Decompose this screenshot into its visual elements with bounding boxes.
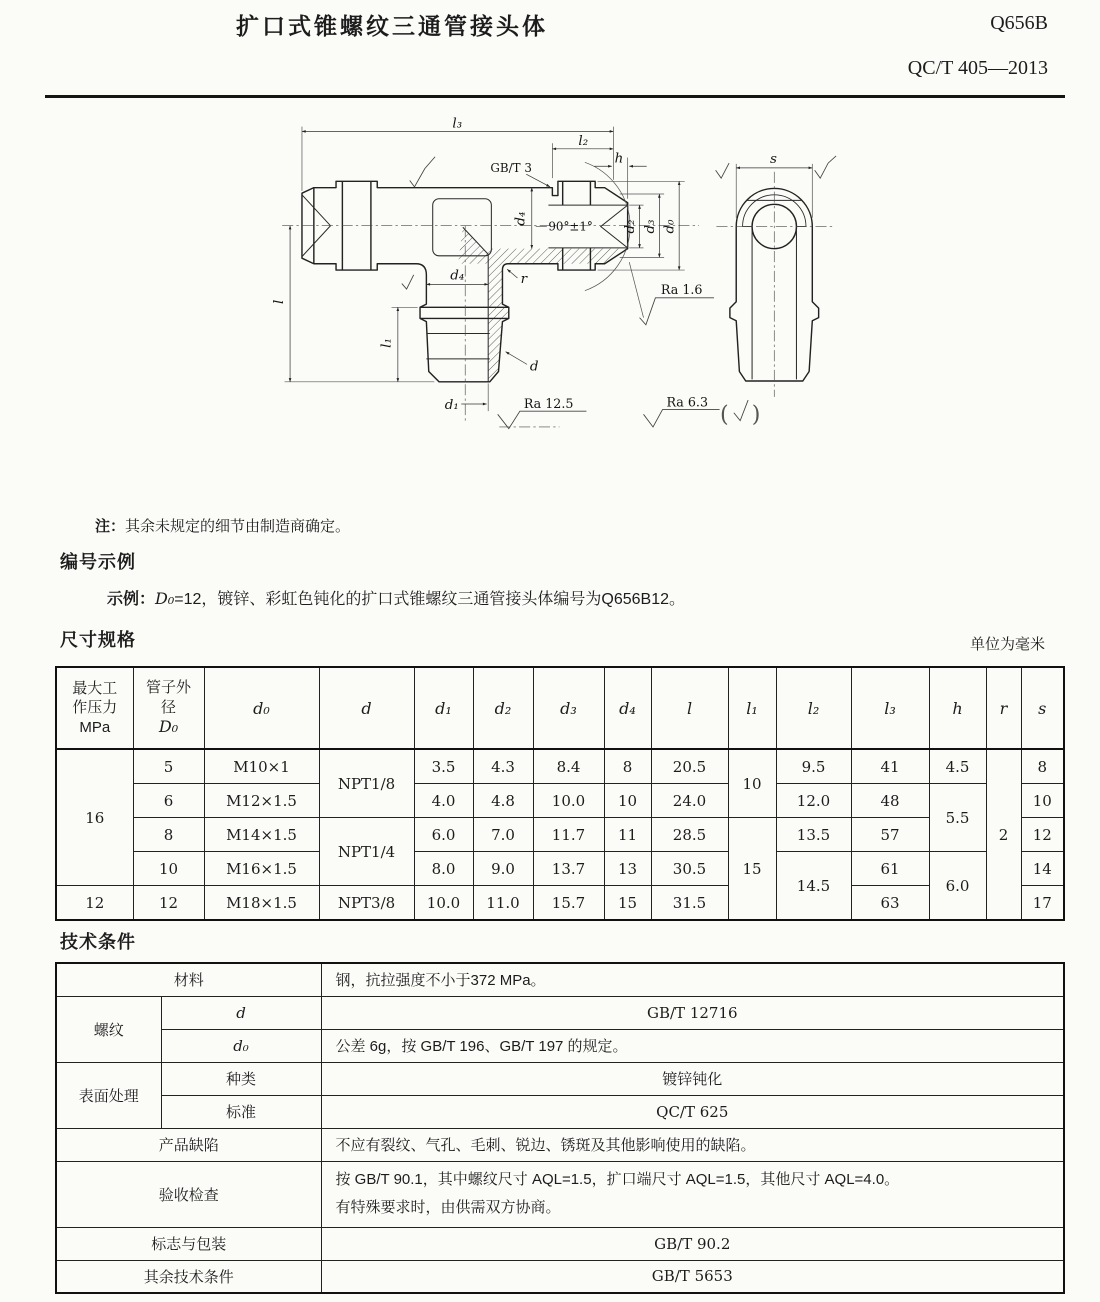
col-header-l2: l₂ bbox=[776, 667, 851, 749]
dim-header-row bbox=[56, 667, 1064, 749]
inspect-line2: 有特殊要求时，由供需双方协商。 bbox=[335, 1199, 561, 1216]
table-row bbox=[56, 852, 1064, 886]
section-heading-tech: 技术条件 bbox=[60, 932, 136, 952]
cell-surface-std: 标准 bbox=[161, 1095, 321, 1128]
cell-d4: 15 bbox=[604, 886, 651, 921]
cell-thread-d-value: GB/T 12716 bbox=[321, 996, 1064, 1029]
roughness-icon bbox=[644, 410, 720, 427]
cell-d0: M16×1.5 bbox=[204, 852, 319, 886]
cell-l3: 41 bbox=[851, 749, 929, 784]
numbering-example bbox=[107, 586, 685, 609]
cell-pressure-12: 12 bbox=[56, 886, 133, 921]
dim-label-l1: l₁ bbox=[378, 338, 395, 348]
table-row bbox=[56, 1227, 1064, 1260]
table-row bbox=[56, 1062, 1064, 1095]
table-row bbox=[56, 749, 1064, 784]
cell-material-value: 钢，抗拉强度不小于372 MPa。 bbox=[321, 963, 1064, 996]
col-header-d4: d₄ bbox=[604, 667, 651, 749]
cell-d1: 6.0 bbox=[414, 818, 473, 852]
cell-l2: 12.0 bbox=[776, 784, 851, 818]
part-code: Q656B bbox=[990, 12, 1048, 34]
roughness-icon bbox=[734, 400, 748, 421]
col-header-d2: d₂ bbox=[473, 667, 533, 749]
cell-s: 14 bbox=[1021, 852, 1064, 886]
example-text: =12，镀锌、彩虹色钝化的扩口式锥螺纹三通管接头体编号为Q656B12。 bbox=[174, 591, 686, 608]
cell-d: NPT1/8 bbox=[319, 749, 414, 818]
cell-thread-d0-value: 公差 6g，按 GB/T 196、GB/T 197 的规定。 bbox=[321, 1029, 1064, 1062]
dim-label-d: d bbox=[529, 358, 539, 375]
cell-d3: 15.7 bbox=[533, 886, 604, 921]
section-heading-dimensions: 尺寸规格 bbox=[60, 630, 136, 650]
table-row bbox=[56, 1161, 1064, 1227]
dim-label-d4-vert: d₄ bbox=[512, 211, 529, 226]
cell-l: 31.5 bbox=[651, 886, 728, 921]
col-header-d3: d₃ bbox=[533, 667, 604, 749]
cell-d3: 11.7 bbox=[533, 818, 604, 852]
cell-h: 5.5 bbox=[929, 784, 986, 852]
extension-lines bbox=[285, 127, 813, 411]
table-row bbox=[56, 1095, 1064, 1128]
cell-surface-kind: 种类 bbox=[161, 1062, 321, 1095]
cell-d1: 4.0 bbox=[414, 784, 473, 818]
cell-d: NPT1/4 bbox=[319, 818, 414, 886]
cell-marking-value: GB/T 90.2 bbox=[321, 1227, 1064, 1260]
cell-l2: 14.5 bbox=[776, 852, 851, 921]
cell-D0: 10 bbox=[133, 852, 204, 886]
label-ra-1-6: Ra 1.6 bbox=[660, 281, 703, 297]
cell-d0: M18×1.5 bbox=[204, 886, 319, 921]
dim-label-d0: d₀ bbox=[661, 219, 678, 234]
cell-surface-label: 表面处理 bbox=[56, 1062, 161, 1128]
cell-l2: 9.5 bbox=[776, 749, 851, 784]
cell-d1: 3.5 bbox=[414, 749, 473, 784]
roughness-icon bbox=[640, 298, 714, 325]
cell-surface-kind-value: 镀锌钝化 bbox=[321, 1062, 1064, 1095]
cell-d2: 11.0 bbox=[473, 886, 533, 921]
drawing-note bbox=[95, 515, 350, 536]
cell-d2: 9.0 bbox=[473, 852, 533, 886]
cell-l3: 48 bbox=[851, 784, 929, 818]
cell-d0: M12×1.5 bbox=[204, 784, 319, 818]
dimension-lines bbox=[290, 131, 812, 404]
unit-note: 单位为毫米 bbox=[969, 636, 1045, 653]
cell-d1: 8.0 bbox=[414, 852, 473, 886]
cell-l: 30.5 bbox=[651, 852, 728, 886]
roughness-icon bbox=[410, 157, 435, 187]
col-header-d0: d₀ bbox=[204, 667, 319, 749]
cell-thread-d: d bbox=[161, 996, 321, 1029]
col-header-s: s bbox=[1021, 667, 1064, 749]
cell-l2: 13.5 bbox=[776, 818, 851, 852]
cell-d0: M10×1 bbox=[204, 749, 319, 784]
paren-open: ( bbox=[720, 401, 729, 428]
cell-l: 28.5 bbox=[651, 818, 728, 852]
dim-label-h: h bbox=[614, 150, 624, 167]
cell-D0: 12 bbox=[133, 886, 204, 921]
cell-h: 4.5 bbox=[929, 749, 986, 784]
cell-pressure-16: 16 bbox=[56, 749, 133, 886]
col-header-l1: l₁ bbox=[728, 667, 776, 749]
cell-d4: 11 bbox=[604, 818, 651, 852]
table-row bbox=[56, 1029, 1064, 1062]
cell-d2: 4.8 bbox=[473, 784, 533, 818]
cell-d1: 10.0 bbox=[414, 886, 473, 921]
table-row bbox=[56, 996, 1064, 1029]
cell-l1: 15 bbox=[728, 818, 776, 921]
cell-s: 12 bbox=[1021, 818, 1064, 852]
cell-defect-label: 产品缺陷 bbox=[56, 1128, 321, 1161]
cell-d4: 10 bbox=[604, 784, 651, 818]
roughness-icon bbox=[716, 163, 729, 178]
table-row bbox=[56, 963, 1064, 996]
technical-drawing bbox=[0, 110, 1100, 530]
dim-label-d2: d₂ bbox=[622, 219, 638, 234]
col-header-r: r bbox=[986, 667, 1021, 749]
cell-d4: 8 bbox=[604, 749, 651, 784]
note-text: 其余未规定的细节由制造商确定。 bbox=[125, 518, 351, 535]
dim-label-l2: l₂ bbox=[578, 132, 589, 149]
roughness-icon bbox=[498, 411, 587, 428]
dim-label-r: r bbox=[520, 270, 528, 287]
cell-s: 8 bbox=[1021, 749, 1064, 784]
cell-d2: 7.0 bbox=[473, 818, 533, 852]
cell-d3: 8.4 bbox=[533, 749, 604, 784]
label-gbt3: GB/T 3 bbox=[490, 160, 532, 175]
cell-l3: 63 bbox=[851, 886, 929, 921]
cell-d3: 13.7 bbox=[533, 852, 604, 886]
cell-h: 6.0 bbox=[929, 852, 986, 921]
section-heading-numbering: 编号示例 bbox=[60, 552, 136, 572]
cell-thread-d0: d₀ bbox=[161, 1029, 321, 1062]
cell-inspect-value bbox=[321, 1161, 1064, 1227]
cell-thread-label: 螺纹 bbox=[56, 996, 161, 1062]
cell-material-label: 材料 bbox=[56, 963, 321, 996]
cell-l: 24.0 bbox=[651, 784, 728, 818]
cell-other-label: 其余技术条件 bbox=[56, 1260, 321, 1293]
cell-d2: 4.3 bbox=[473, 749, 533, 784]
tech-conditions-table bbox=[55, 962, 1065, 1294]
paren-close: ) bbox=[751, 401, 761, 428]
dim-label-s: s bbox=[770, 151, 777, 168]
roughness-icon bbox=[402, 275, 414, 289]
dim-label-d3: d₃ bbox=[641, 219, 658, 234]
col-header-d: d bbox=[319, 667, 414, 749]
cell-other-value: GB/T 5653 bbox=[321, 1260, 1064, 1293]
cell-D0: 8 bbox=[133, 818, 204, 852]
dim-label-d1: d₁ bbox=[444, 396, 459, 413]
label-ra-6-3: Ra 6.3 bbox=[666, 394, 709, 410]
note-label: 注： bbox=[95, 518, 126, 535]
cell-l3: 61 bbox=[851, 852, 929, 886]
example-prefix: 示例： bbox=[107, 591, 156, 608]
label-flare-angle: 90°±1° bbox=[548, 219, 593, 234]
cell-surface-std-value: QC/T 625 bbox=[321, 1095, 1064, 1128]
page-title: 扩口式锥螺纹三通管接头体 bbox=[236, 13, 548, 39]
col-header-d1: d₁ bbox=[414, 667, 473, 749]
cell-d: NPT3/8 bbox=[319, 886, 414, 921]
cell-l3: 57 bbox=[851, 818, 929, 852]
col-header-pressure: 最大工作压力 MPa bbox=[56, 667, 133, 749]
cell-l: 20.5 bbox=[651, 749, 728, 784]
label-ra-12-5: Ra 12.5 bbox=[523, 395, 574, 411]
inspect-line1: 按 GB/T 90.1，其中螺纹尺寸 AQL=1.5，扩口端尺寸 AQL=1.5，其他尺寸 AQL=4.0。 bbox=[335, 1170, 900, 1188]
col-header-l3: l₃ bbox=[851, 667, 929, 749]
table-row bbox=[56, 784, 1064, 818]
cell-D0: 6 bbox=[133, 784, 204, 818]
table-row bbox=[56, 818, 1064, 852]
cell-s: 17 bbox=[1021, 886, 1064, 921]
cell-d3: 10.0 bbox=[533, 784, 604, 818]
dimension-table bbox=[55, 666, 1065, 921]
cell-d0: M14×1.5 bbox=[204, 818, 319, 852]
cell-d4: 13 bbox=[604, 852, 651, 886]
cell-r: 2 bbox=[986, 749, 1021, 920]
table-row bbox=[56, 1128, 1064, 1161]
cell-D0: 5 bbox=[133, 749, 204, 784]
table-row bbox=[56, 1260, 1064, 1293]
cell-defect-value: 不应有裂纹、气孔、毛刺、锐边、锈斑及其他影响使用的缺陷。 bbox=[321, 1128, 1064, 1161]
col-header-pipe-od: 管子外径 D₀ bbox=[133, 667, 204, 749]
cell-marking-label: 标志与包装 bbox=[56, 1227, 321, 1260]
dim-label-l3: l₃ bbox=[452, 115, 463, 132]
dim-label-l: l bbox=[270, 299, 287, 304]
col-header-l: l bbox=[651, 667, 728, 749]
cell-s: 10 bbox=[1021, 784, 1064, 818]
dim-label-d4-horiz: d₄ bbox=[450, 267, 465, 284]
col-header-h: h bbox=[929, 667, 986, 749]
main-view-outline bbox=[302, 181, 628, 381]
example-symbol: D₀ bbox=[155, 589, 175, 608]
roughness-icon bbox=[815, 156, 836, 178]
cell-inspect-label: 验收检查 bbox=[56, 1161, 321, 1227]
standard-number: QC/T 405—2013 bbox=[907, 57, 1048, 79]
cell-l1: 10 bbox=[728, 749, 776, 818]
table-row bbox=[56, 886, 1064, 921]
header-rule bbox=[45, 95, 1065, 98]
